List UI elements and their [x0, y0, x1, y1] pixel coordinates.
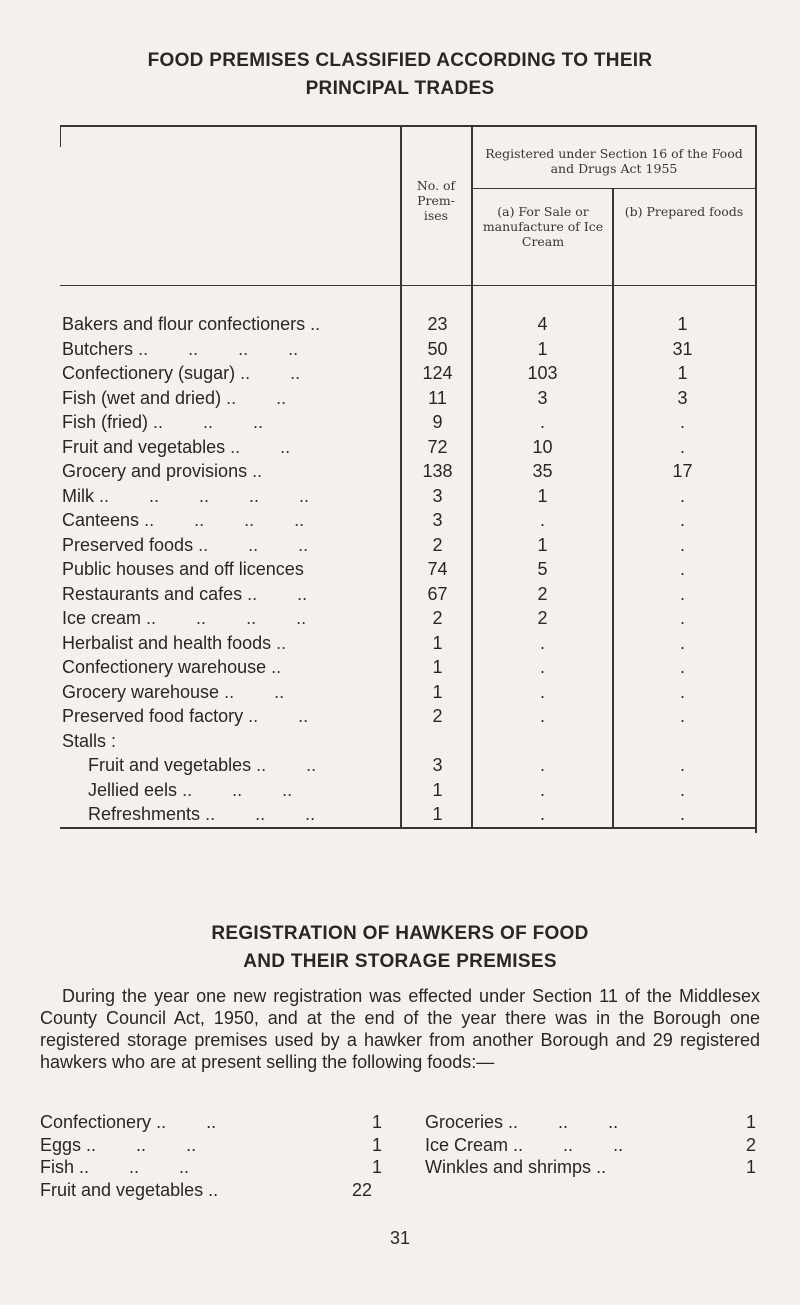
cell-prepared: .: [679, 510, 685, 530]
cell-prepared: .: [679, 706, 685, 726]
hawker-food-item: [40, 1134, 383, 1156]
table-row: [60, 557, 756, 581]
food-leader-dots: .. .. ..: [79, 1157, 190, 1177]
food-count: 2: [746, 1134, 757, 1155]
row-leader-dots: .. ..: [256, 755, 317, 775]
cell-ice-cream: 1: [537, 534, 548, 555]
table-left-edge: [60, 125, 61, 147]
food-leader-dots: .. .. ..: [86, 1134, 197, 1155]
row-label-text: Public houses and off licences: [62, 559, 304, 579]
food-label: Groceries: [425, 1112, 504, 1132]
cell-premises: 1: [432, 804, 443, 824]
hawker-food-item: [425, 1156, 757, 1178]
cell-premises: 1: [432, 632, 443, 653]
header-bottom-rule: [60, 285, 756, 286]
row-leader-dots: .. .. .. ..: [138, 338, 299, 359]
cell-ice-cream: .: [539, 632, 545, 653]
food-count: 1: [746, 1112, 757, 1132]
cell-premises: 23: [427, 314, 448, 334]
cell-ice-cream: 35: [532, 461, 553, 481]
food-count: 1: [372, 1134, 383, 1155]
row-label-text: Milk: [62, 485, 94, 506]
cell-prepared: 1: [677, 363, 688, 383]
subheader-rule: [472, 188, 756, 189]
row-label-text: Preserved food factory: [62, 706, 244, 726]
food-leader-dots: .. .. ..: [513, 1134, 624, 1155]
row-label: [88, 753, 400, 777]
hawkers-title-line-2: AND THEIR STORAGE PREMISES: [243, 951, 557, 972]
cell-ice-cream: .: [539, 804, 545, 824]
hawker-food-item: [40, 1179, 373, 1201]
row-label-text: Fish (fried): [62, 412, 149, 432]
cell-prepared: 17: [672, 461, 693, 481]
food-count: 1: [372, 1112, 383, 1132]
table-row: [60, 435, 756, 459]
row-label-text: Fruit and vegetables: [88, 755, 252, 775]
cell-premises: 72: [427, 436, 448, 457]
hawker-food-item: [40, 1156, 383, 1178]
table-row: [60, 459, 756, 483]
row-leader-dots: .. ..: [230, 436, 291, 457]
food-count: 1: [372, 1157, 383, 1177]
cell-ice-cream: .: [539, 706, 545, 726]
cell-premises: 2: [432, 706, 443, 726]
cell-prepared: .: [679, 632, 685, 653]
hawker-food-item: [425, 1111, 757, 1133]
row-label-text: Herbalist and health foods: [62, 632, 272, 653]
food-leader-dots: ..: [208, 1179, 219, 1200]
cell-premises: 124: [422, 363, 453, 383]
table-row: [60, 655, 756, 679]
cell-ice-cream: 2: [537, 583, 548, 604]
row-leader-dots: ..: [252, 461, 263, 481]
row-label: [62, 484, 400, 508]
hawkers-paragraph: During the year one new registration was effected under Section 11 of the Middlesex County Council Act, 1950, and at the end of the year there was in the Borough one registered storage premises used by a hawker from another Borough and 29 registered hawkers who are at present selling the following foods:—: [40, 986, 760, 1072]
row-label: [62, 655, 400, 679]
row-label-text: Restaurants and cafes: [62, 583, 243, 604]
food-count: 1: [746, 1157, 757, 1177]
food-label: Confectionery: [40, 1112, 152, 1132]
cell-prepared: .: [679, 485, 685, 506]
cell-ice-cream: 10: [532, 436, 553, 457]
table-row: [60, 680, 756, 704]
table-top-rule: [60, 125, 756, 127]
cell-premises: 1: [432, 681, 443, 702]
row-leader-dots: .. .. ..: [198, 534, 309, 555]
table-row: [60, 533, 756, 557]
cell-ice-cream: 4: [537, 314, 548, 334]
row-label: [62, 729, 400, 753]
row-leader-dots: .. ..: [224, 681, 285, 702]
row-label-text: Canteens: [62, 510, 140, 530]
cell-premises: 11: [428, 387, 447, 408]
row-leader-dots: .. .. ..: [153, 412, 264, 432]
table-bottom-rule: [60, 827, 756, 829]
row-label: [62, 386, 400, 410]
table-title-line-1: FOOD PREMISES CLASSIFIED ACCORDING TO THEIR: [147, 50, 653, 71]
row-label: [62, 704, 400, 728]
hawker-food-item: [40, 1111, 383, 1133]
row-label-text: Fruit and vegetables: [62, 436, 226, 457]
cell-prepared: .: [679, 608, 685, 628]
row-label-text: Butchers: [62, 338, 134, 359]
cell-ice-cream: 5: [537, 559, 548, 579]
food-label: Ice Cream: [425, 1134, 509, 1155]
cell-premises: 3: [432, 755, 443, 775]
row-label-text: Confectionery (sugar): [62, 363, 236, 383]
table-row: [60, 410, 756, 434]
cell-ice-cream: .: [539, 412, 545, 432]
row-label: [62, 533, 400, 557]
food-label: Fish: [40, 1157, 75, 1177]
page-number: 31: [389, 1228, 411, 1248]
premises-table: [60, 122, 756, 830]
food-label: Winkles and shrimps: [425, 1157, 592, 1177]
table-row: [60, 606, 756, 630]
cell-premises: 3: [432, 485, 443, 506]
cell-ice-cream: .: [539, 755, 545, 775]
row-label-text: Grocery warehouse: [62, 681, 220, 702]
row-label-text: Grocery and provisions: [62, 461, 248, 481]
cell-ice-cream: .: [539, 657, 545, 677]
row-leader-dots: .. .. ..: [205, 804, 316, 824]
row-label: [62, 680, 400, 704]
row-label-text: Preserved foods: [62, 534, 194, 555]
cell-premises: 138: [422, 461, 453, 481]
cell-premises: 9: [432, 412, 443, 432]
row-label-text: Ice cream: [62, 608, 142, 628]
cell-prepared: .: [679, 779, 685, 800]
cell-ice-cream: .: [539, 510, 545, 530]
cell-prepared: .: [679, 657, 685, 677]
cell-prepared: 3: [677, 387, 688, 408]
row-leader-dots: .. ..: [226, 387, 287, 408]
cell-ice-cream: 1: [537, 338, 548, 359]
cell-premises: 1: [432, 657, 443, 677]
row-label: [62, 582, 400, 606]
row-label: [62, 435, 400, 459]
table-row: [60, 631, 756, 655]
cell-prepared: .: [679, 534, 685, 555]
food-label: Fruit and vegetables: [40, 1179, 204, 1200]
cell-prepared: .: [679, 583, 685, 604]
table-row: [60, 778, 756, 802]
row-leader-dots: .. ..: [248, 706, 309, 726]
table-row: [60, 312, 756, 336]
table-row: [60, 337, 756, 361]
table-row: [60, 729, 756, 753]
row-label: [62, 508, 400, 532]
table-row: [60, 361, 756, 385]
row-label: [62, 606, 400, 630]
cell-prepared: .: [679, 436, 685, 457]
row-label: [62, 312, 400, 336]
cell-premises: 1: [432, 779, 443, 800]
row-label: [62, 557, 400, 581]
header-registered: Registered under Section 16 of the Food and Drugs Act 1955: [485, 146, 743, 176]
cell-premises: 50: [427, 338, 448, 359]
row-leader-dots: ..: [310, 314, 321, 334]
table-row: [60, 802, 756, 826]
cell-prepared: .: [679, 755, 685, 775]
food-count: 22: [352, 1179, 373, 1200]
cell-premises: 67: [427, 583, 448, 604]
row-leader-dots: .. ..: [247, 583, 308, 604]
row-label: [88, 802, 400, 826]
table-row: [60, 582, 756, 606]
row-label-text: Confectionery warehouse: [62, 657, 267, 677]
food-leader-dots: .. .. ..: [508, 1112, 619, 1132]
hawkers-title-line-1: REGISTRATION OF HAWKERS OF FOOD: [211, 923, 589, 944]
cell-ice-cream: 103: [527, 363, 558, 383]
row-label-text: Stalls :: [62, 730, 117, 751]
row-label: [62, 361, 400, 385]
table-row: [60, 753, 756, 777]
cell-ice-cream: .: [539, 779, 545, 800]
row-label-text: Refreshments: [88, 804, 201, 824]
cell-premises: 74: [427, 559, 448, 579]
row-label-text: Bakers and flour confectioners: [62, 314, 306, 334]
header-prepared-foods: (b) Prepared foods: [624, 204, 744, 219]
row-leader-dots: .. ..: [240, 363, 301, 383]
cell-prepared: .: [679, 804, 685, 824]
header-no-of-premises: No. of Prem- ises: [416, 178, 456, 223]
cell-premises: 3: [432, 510, 443, 530]
table-row: [60, 704, 756, 728]
row-leader-dots: .. .. .. .. ..: [99, 485, 310, 506]
cell-ice-cream: 1: [537, 485, 548, 506]
row-label: [62, 410, 400, 434]
table-row: [60, 484, 756, 508]
cell-ice-cream: 2: [537, 608, 548, 628]
table-row: [60, 508, 756, 532]
cell-ice-cream: 3: [537, 387, 548, 408]
food-leader-dots: ..: [596, 1157, 607, 1177]
row-leader-dots: .. .. .. ..: [144, 510, 305, 530]
row-leader-dots: .. .. .. ..: [146, 608, 307, 628]
cell-premises: 2: [432, 534, 443, 555]
header-ice-cream: (a) For Sale or manufacture of Ice Cream: [482, 204, 604, 249]
table-row: [60, 386, 756, 410]
row-label: [62, 631, 400, 655]
row-leader-dots: ..: [271, 657, 282, 677]
table-title-line-2: PRINCIPAL TRADES: [305, 78, 495, 99]
row-label: [62, 337, 400, 361]
row-leader-dots: ..: [276, 632, 287, 653]
cell-prepared: 31: [672, 338, 693, 359]
cell-prepared: .: [679, 681, 685, 702]
table-title: [40, 47, 760, 103]
food-leader-dots: .. ..: [156, 1112, 217, 1132]
row-leader-dots: .. .. ..: [182, 779, 293, 800]
food-label: Eggs: [40, 1134, 82, 1155]
row-label: [88, 778, 400, 802]
hawker-food-item: [425, 1134, 757, 1156]
cell-ice-cream: .: [539, 681, 545, 702]
cell-premises: 2: [432, 608, 443, 628]
row-label-text: Jellied eels: [88, 779, 178, 800]
hawkers-title: [40, 920, 760, 976]
cell-prepared: .: [679, 559, 685, 579]
cell-prepared: 1: [677, 314, 688, 334]
row-label: [62, 459, 400, 483]
cell-prepared: .: [679, 412, 685, 432]
row-label-text: Fish (wet and dried): [62, 387, 222, 408]
